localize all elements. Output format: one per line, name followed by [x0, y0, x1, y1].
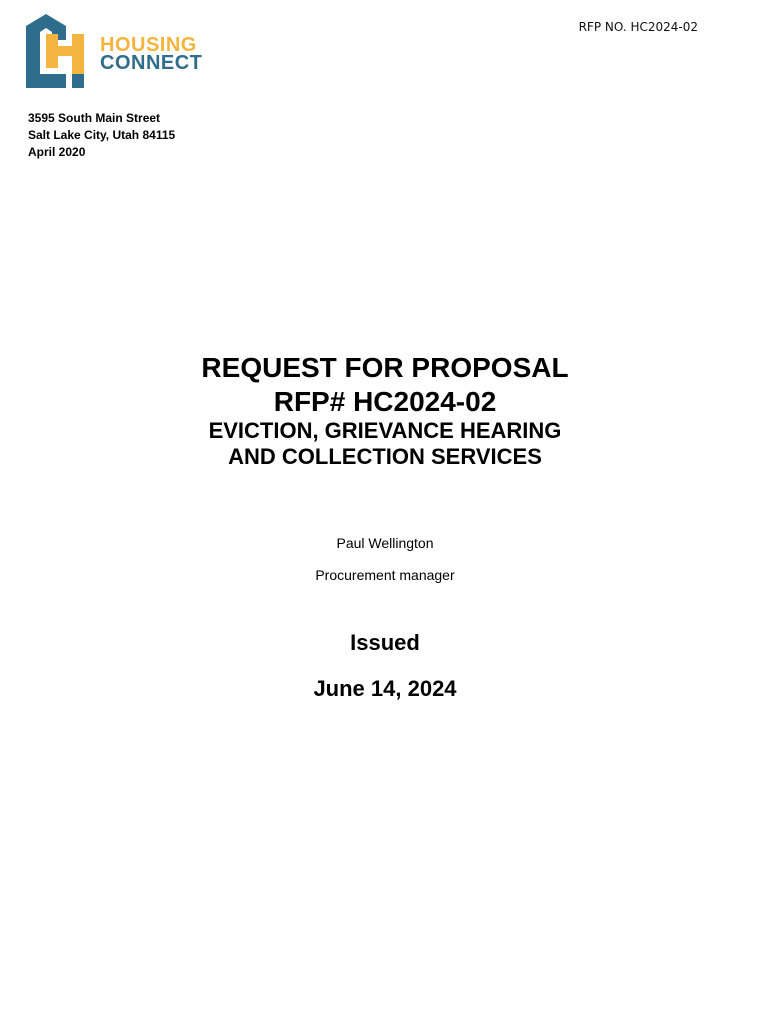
rfp-number-title: RFP# HC2024-02 — [273, 386, 497, 417]
issued-label: Issued — [350, 630, 420, 655]
issued-date: June 14, 2024 — [313, 676, 457, 701]
logo-wordmark-line2: CONNECT — [100, 52, 203, 74]
contact-name: Paul Wellington — [336, 535, 434, 551]
document-subtitle-line1: EVICTION, GRIEVANCE HEARING — [208, 418, 562, 443]
logo-wordmark-line1: HOUSING — [100, 34, 197, 56]
housing-connect-logo — [26, 12, 203, 92]
rfp-number-header: RFP NO. HC2024-02 — [578, 20, 698, 34]
document-title: REQUEST FOR PROPOSAL — [201, 352, 569, 383]
address-city: Salt Lake City, Utah 84115 — [28, 128, 176, 142]
document-subtitle-line2: AND COLLECTION SERVICES — [228, 444, 542, 469]
housing-connect-logo-icon — [26, 12, 90, 90]
contact-role: Procurement manager — [315, 567, 455, 583]
address-date: April 2020 — [28, 145, 86, 159]
address-street: 3595 South Main Street — [28, 111, 161, 125]
address-block — [28, 110, 175, 161]
